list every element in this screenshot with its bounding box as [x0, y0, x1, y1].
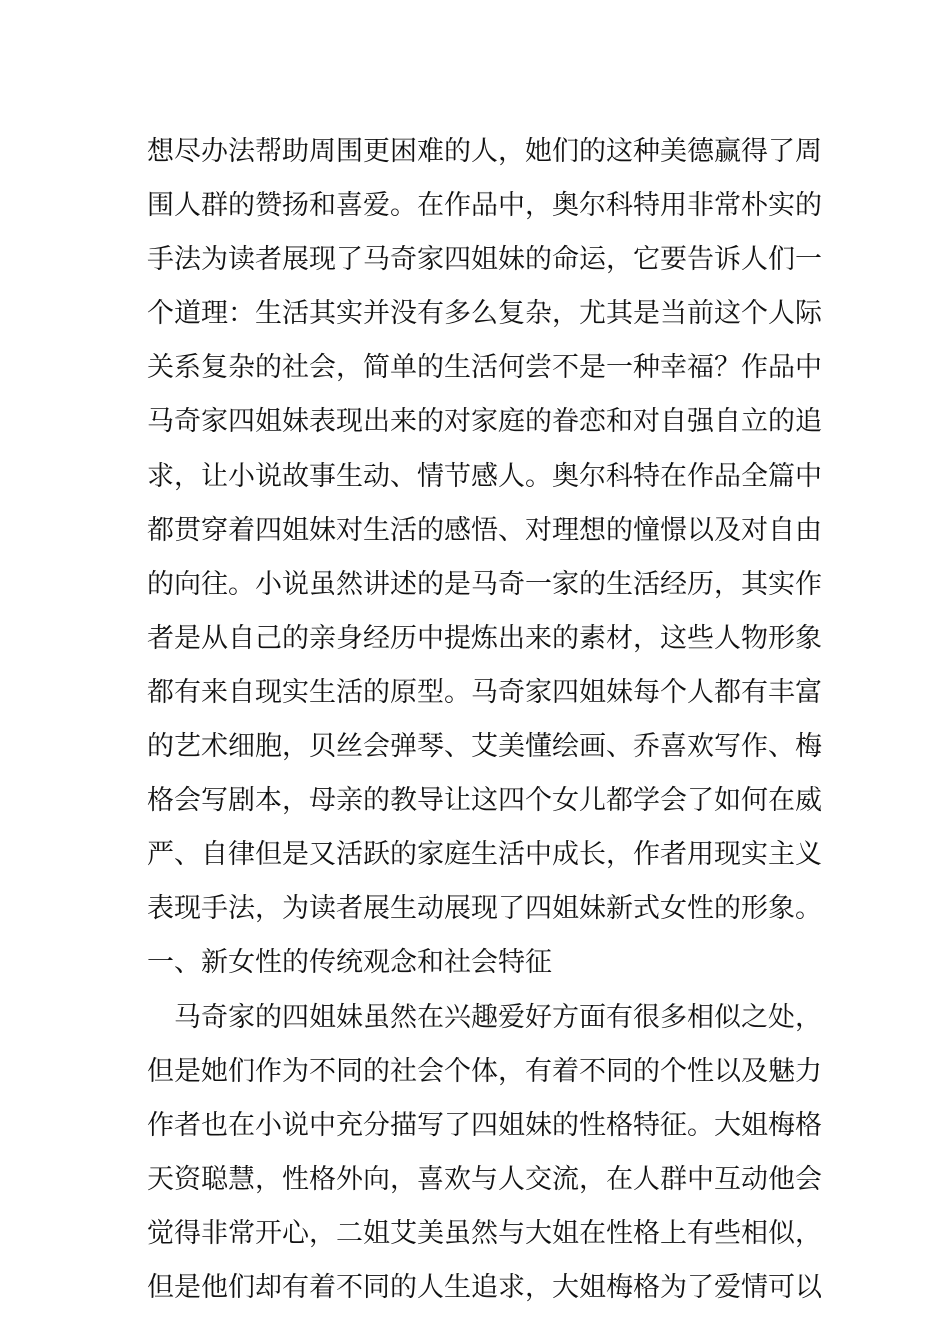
text-line: 格会写剧本，母亲的教导让这四个女儿都学会了如何在威 — [147, 785, 822, 817]
text-line: 马奇家的四姐妹虽然在兴趣爱好方面有很多相似之处， — [174, 1001, 822, 1033]
text-line: 马奇家四姐妹表现出来的对家庭的眷恋和对自强自立的追 — [147, 406, 822, 438]
text-line: 手法为读者展现了马奇家四姐妹的命运，它要告诉人们一 — [147, 244, 822, 276]
text-line: 严、自律但是又活跃的家庭生活中成长，作者用现实主义 — [147, 839, 822, 871]
text-line: 想尽办法帮助周围更困难的人，她们的这种美德赢得了周 — [147, 136, 822, 167]
text-line: 的艺术细胞，贝丝会弹琴、艾美懂绘画、乔喜欢写作、梅 — [147, 731, 822, 763]
text-line: 表现手法，为读者展生动展现了四姐妹新式女性的形象。 — [147, 893, 822, 925]
text-line: 关系复杂的社会，简单的生活何尝不是一种幸福？作品中 — [147, 352, 822, 384]
text-line: 但是她们作为不同的社会个体，有着不同的个性以及魅力 — [147, 1055, 822, 1087]
text-line: 都有来自现实生活的原型。马奇家四姐妹每个人都有丰富 — [147, 676, 822, 708]
text-line: 围人群的赞扬和喜爱。在作品中，奥尔科特用非常朴实的 — [147, 190, 822, 222]
section-heading: 一、新女性的传统观念和社会特征 — [147, 947, 552, 979]
text-line: 都贯穿着四姐妹对生活的感悟、对理想的憧憬以及对自由 — [147, 514, 822, 546]
body-text — [147, 125, 822, 1315]
text-line: 但是他们却有着不同的人生追求，大姐梅格为了爱情可以 — [147, 1271, 822, 1303]
text-line: 者是从自己的亲身经历中提炼出来的素材，这些人物形象 — [147, 622, 822, 654]
text-line: 求，让小说故事生动、情节感人。奥尔科特在作品全篇中 — [147, 460, 822, 492]
paragraph — [147, 991, 822, 1316]
paragraph — [147, 125, 822, 936]
text-line: 作者也在小说中充分描写了四姐妹的性格特征。大姐梅格 — [147, 1109, 822, 1141]
text-line: 的向往。小说虽然讲述的是马奇一家的生活经历，其实作 — [147, 568, 822, 600]
text-line: 个道理：生活其实并没有多么复杂，尤其是当前这个人际 — [147, 298, 822, 330]
text-line: 觉得非常开心，二姐艾美虽然与大姐在性格上有些相似， — [147, 1217, 822, 1249]
text-line: 天资聪慧，性格外向，喜欢与人交流，在人群中互动他会 — [147, 1163, 822, 1195]
